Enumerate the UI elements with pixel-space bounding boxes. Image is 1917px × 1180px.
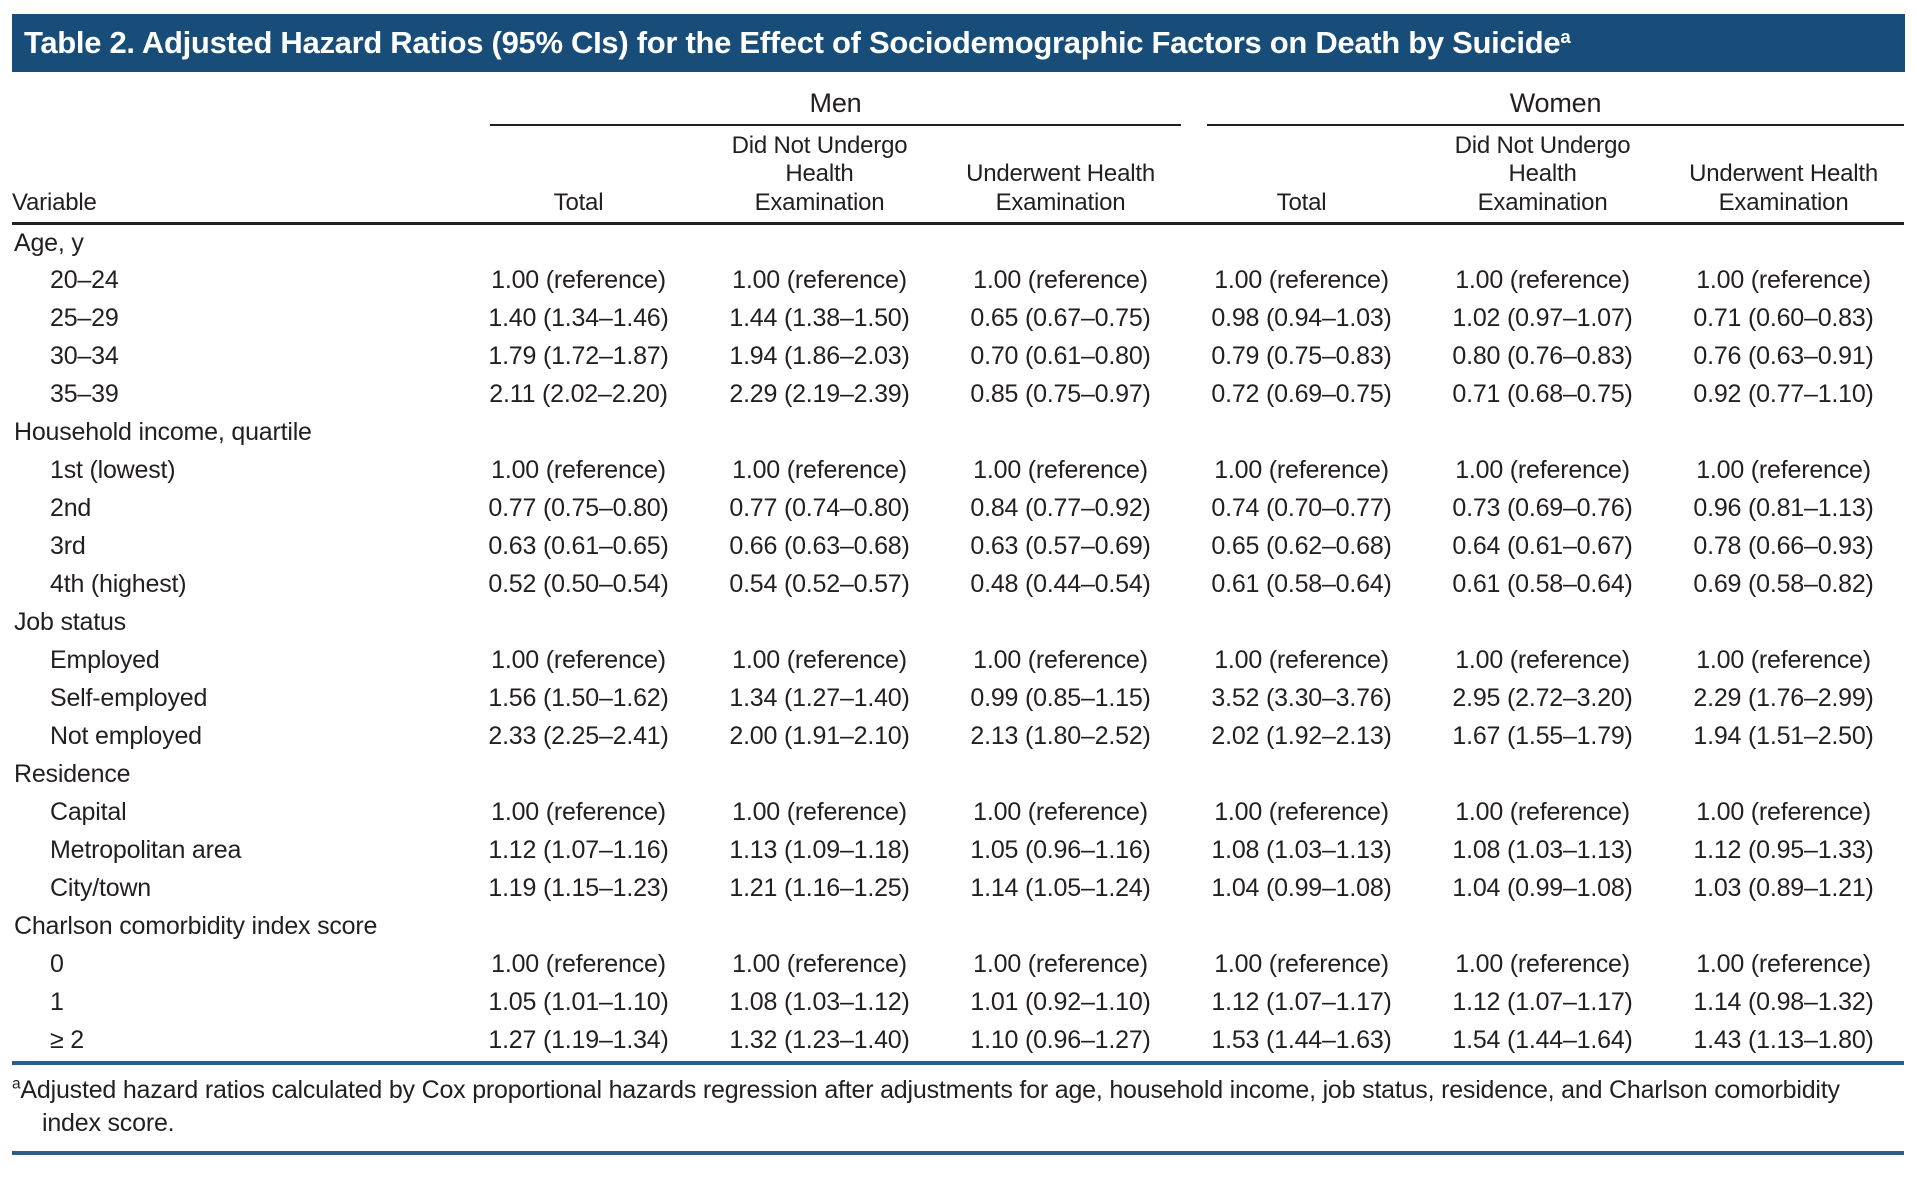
column-header-row — [12, 126, 1904, 223]
hazard-ratio-cell: 1.01 (0.92–1.10) — [970, 987, 1151, 1016]
women-total-column-header: Total — [1181, 126, 1422, 223]
men-total-column-header: Total — [458, 126, 699, 223]
hazard-ratio-cell: 1.00 (reference) — [732, 797, 907, 826]
women-no-exam-column-header: Did Not Undergo Health Examination — [1422, 126, 1663, 223]
hazard-ratio-cell: 1.12 (1.07–1.17) — [1452, 987, 1633, 1016]
hazard-ratio-cell: 0.71 (0.68–0.75) — [1452, 379, 1633, 408]
hazard-ratio-cell: 2.95 (2.72–3.20) — [1452, 683, 1633, 712]
table-row — [12, 945, 1904, 983]
hazard-ratio-cell: 2.00 (1.91–2.10) — [729, 721, 910, 750]
table-row — [12, 261, 1904, 299]
table-row — [12, 337, 1904, 375]
hazard-ratio-cell: 0.54 (0.52–0.57) — [729, 569, 910, 598]
hazard-ratio-cell: 0.65 (0.62–0.68) — [1211, 531, 1392, 560]
row-label: 1 — [50, 987, 64, 1016]
row-label: 30–34 — [50, 341, 119, 370]
row-label: City/town — [50, 873, 152, 902]
men-exam-column-header: Underwent Health Examination — [940, 126, 1181, 223]
row-label: 20–24 — [50, 265, 119, 294]
hazard-ratio-cell: 1.00 (reference) — [732, 455, 907, 484]
women-exam-column-header: Underwent Health Examination — [1663, 126, 1904, 223]
women-group-header: Women — [1207, 88, 1904, 126]
section-header-row — [12, 603, 1904, 641]
hazard-ratio-cell: 1.43 (1.13–1.80) — [1693, 1025, 1874, 1054]
hazard-ratio-cell: 1.04 (0.99–1.08) — [1211, 873, 1392, 902]
table-row — [12, 983, 1904, 1021]
hazard-ratio-cell: 1.00 (reference) — [1455, 797, 1630, 826]
hazard-ratio-cell: 1.19 (1.15–1.23) — [488, 873, 669, 902]
table-footnote — [12, 1074, 1904, 1139]
hazard-ratio-cell: 0.84 (0.77–0.92) — [970, 493, 1151, 522]
table-body — [12, 223, 1904, 1059]
hazard-ratio-cell: 1.10 (0.96–1.27) — [970, 1025, 1151, 1054]
section-label: Age, y — [14, 228, 84, 257]
table-row — [12, 679, 1904, 717]
hazard-ratio-cell: 1.44 (1.38–1.50) — [729, 303, 910, 332]
hazard-ratio-cell: 1.00 (reference) — [491, 797, 666, 826]
hazard-ratio-cell: 2.29 (1.76–2.99) — [1693, 683, 1874, 712]
men-group-header: Men — [490, 88, 1181, 126]
hazard-ratio-cell: 0.63 (0.57–0.69) — [970, 531, 1151, 560]
hazard-ratio-cell: 0.70 (0.61–0.80) — [970, 341, 1151, 370]
table-row — [12, 375, 1904, 413]
section-header-row — [12, 907, 1904, 945]
table-title: Table 2. Adjusted Hazard Ratios (95% CIs) for the Effect of Sociodemographic Factors on Death by Suicide — [24, 25, 1561, 60]
row-label: Not employed — [50, 721, 202, 750]
hazard-ratio-cell: 1.53 (1.44–1.63) — [1211, 1025, 1392, 1054]
hazard-ratio-cell: 1.34 (1.27–1.40) — [729, 683, 910, 712]
row-label: Employed — [50, 645, 160, 674]
hazard-ratio-cell: 1.94 (1.86–2.03) — [729, 341, 910, 370]
hazard-ratio-cell: 1.02 (0.97–1.07) — [1452, 303, 1633, 332]
hazard-ratio-cell: 1.00 (reference) — [491, 455, 666, 484]
hazard-ratio-cell: 1.04 (0.99–1.08) — [1452, 873, 1633, 902]
section-label: Household income, quartile — [14, 417, 312, 446]
hazard-ratio-cell: 1.00 (reference) — [1696, 265, 1871, 294]
hazard-ratio-cell: 3.52 (3.30–3.76) — [1211, 683, 1392, 712]
row-label: 2nd — [50, 493, 92, 522]
table-row — [12, 527, 1904, 565]
section-label: Residence — [14, 759, 131, 788]
hazard-ratio-cell: 2.13 (1.80–2.52) — [970, 721, 1151, 750]
row-label: 35–39 — [50, 379, 119, 408]
hazard-ratio-cell: 1.08 (1.03–1.12) — [729, 987, 910, 1016]
section-header-row — [12, 413, 1904, 451]
section-header-row — [12, 223, 1904, 261]
hazard-ratio-cell: 1.12 (1.07–1.16) — [488, 835, 669, 864]
row-label: ≥ 2 — [50, 1025, 84, 1054]
hazard-ratio-cell: 1.14 (1.05–1.24) — [970, 873, 1151, 902]
hazard-ratio-cell: 0.69 (0.58–0.82) — [1693, 569, 1874, 598]
table-bottom-rule — [12, 1061, 1904, 1065]
hazard-ratio-cell: 0.52 (0.50–0.54) — [488, 569, 669, 598]
table-row — [12, 793, 1904, 831]
hazard-ratio-cell: 0.98 (0.94–1.03) — [1211, 303, 1392, 332]
hazard-ratio-cell: 1.00 (reference) — [732, 645, 907, 674]
hazard-ratio-cell: 1.12 (0.95–1.33) — [1693, 835, 1874, 864]
hazard-ratio-cell: 1.00 (reference) — [1214, 455, 1389, 484]
hazard-ratios-table — [12, 84, 1904, 1059]
hazard-ratio-cell: 1.08 (1.03–1.13) — [1452, 835, 1633, 864]
hazard-ratio-cell: 1.94 (1.51–2.50) — [1693, 721, 1874, 750]
table-row — [12, 869, 1904, 907]
hazard-ratio-cell: 1.27 (1.19–1.34) — [488, 1025, 669, 1054]
hazard-ratio-cell: 1.54 (1.44–1.64) — [1452, 1025, 1633, 1054]
section-header-row — [12, 755, 1904, 793]
hazard-ratio-cell: 0.61 (0.58–0.64) — [1211, 569, 1392, 598]
hazard-ratio-cell: 2.29 (2.19–2.39) — [729, 379, 910, 408]
hazard-ratio-cell: 0.76 (0.63–0.91) — [1693, 341, 1874, 370]
footnote-marker: a — [12, 1076, 21, 1094]
hazard-ratio-cell: 1.05 (0.96–1.16) — [970, 835, 1151, 864]
hazard-ratio-cell: 1.00 (reference) — [973, 455, 1148, 484]
hazard-ratio-cell: 1.00 (reference) — [491, 949, 666, 978]
hazard-ratio-cell: 1.67 (1.55–1.79) — [1452, 721, 1633, 750]
men-no-exam-column-header: Did Not Undergo Health Examination — [699, 126, 940, 223]
hazard-ratio-cell: 1.14 (0.98–1.32) — [1693, 987, 1874, 1016]
hazard-ratio-cell: 0.73 (0.69–0.76) — [1452, 493, 1633, 522]
hazard-ratio-cell: 1.00 (reference) — [732, 949, 907, 978]
hazard-ratio-cell: 0.80 (0.76–0.83) — [1452, 341, 1633, 370]
hazard-ratio-cell: 0.71 (0.60–0.83) — [1693, 303, 1874, 332]
hazard-ratio-cell: 1.00 (reference) — [1455, 265, 1630, 294]
hazard-ratio-cell: 1.00 (reference) — [973, 797, 1148, 826]
hazard-ratio-cell: 1.00 (reference) — [1214, 265, 1389, 294]
hazard-ratio-cell: 0.48 (0.44–0.54) — [970, 569, 1151, 598]
hazard-ratio-cell: 1.00 (reference) — [973, 645, 1148, 674]
footnote-text: Adjusted hazard ratios calculated by Cox proportional hazards regression after adjustments for age, household income, job status, residence, and Charlson comorbidity index score. — [20, 1076, 1840, 1137]
hazard-ratio-cell: 1.00 (reference) — [491, 645, 666, 674]
hazard-ratio-cell: 1.00 (reference) — [732, 265, 907, 294]
hazard-ratio-cell: 1.56 (1.50–1.62) — [488, 683, 669, 712]
hazard-ratio-cell: 1.00 (reference) — [1214, 949, 1389, 978]
table-row — [12, 451, 1904, 489]
variable-column-header: Variable — [12, 126, 458, 223]
hazard-ratio-cell: 0.85 (0.75–0.97) — [970, 379, 1151, 408]
hazard-ratio-cell: 0.61 (0.58–0.64) — [1452, 569, 1633, 598]
hazard-ratio-cell: 1.13 (1.09–1.18) — [729, 835, 910, 864]
row-label: Self-employed — [50, 683, 208, 712]
hazard-ratio-cell: 1.00 (reference) — [1455, 949, 1630, 978]
row-label: 25–29 — [50, 303, 119, 332]
hazard-ratio-cell: 0.92 (0.77–1.10) — [1693, 379, 1874, 408]
hazard-ratio-cell: 1.00 (reference) — [1455, 645, 1630, 674]
men-group-header-cell — [458, 84, 1181, 126]
hazard-ratio-cell: 1.03 (0.89–1.21) — [1693, 873, 1874, 902]
hazard-ratio-cell: 1.00 (reference) — [1696, 949, 1871, 978]
table-row — [12, 641, 1904, 679]
women-group-header-cell — [1181, 84, 1904, 126]
hazard-ratio-cell: 0.65 (0.67–0.75) — [970, 303, 1151, 332]
hazard-ratio-cell: 2.02 (1.92–2.13) — [1211, 721, 1392, 750]
hazard-ratio-cell: 1.12 (1.07–1.17) — [1211, 987, 1392, 1016]
hazard-ratio-cell: 0.66 (0.63–0.68) — [729, 531, 910, 560]
hazard-ratio-cell: 0.72 (0.69–0.75) — [1211, 379, 1392, 408]
hazard-ratio-cell: 0.79 (0.75–0.83) — [1211, 341, 1392, 370]
hazard-ratio-cell: 1.40 (1.34–1.46) — [488, 303, 669, 332]
hazard-ratio-cell: 1.00 (reference) — [1214, 645, 1389, 674]
table-title-bar: Table 2. Adjusted Hazard Ratios (95% CIs) for the Effect of Sociodemographic Factors on Death by Suicide a — [12, 14, 1905, 72]
table-row — [12, 489, 1904, 527]
hazard-ratio-cell: 1.32 (1.23–1.40) — [729, 1025, 910, 1054]
hazard-ratio-cell: 1.00 (reference) — [1214, 797, 1389, 826]
hazard-ratio-cell: 1.00 (reference) — [973, 265, 1148, 294]
hazard-ratio-cell: 0.64 (0.61–0.67) — [1452, 531, 1633, 560]
row-label: 0 — [50, 949, 64, 978]
hazard-ratio-cell: 1.00 (reference) — [973, 949, 1148, 978]
table-row — [12, 831, 1904, 869]
table-row — [12, 1021, 1904, 1059]
hazard-ratio-cell: 1.00 (reference) — [1696, 645, 1871, 674]
hazard-ratio-cell: 0.74 (0.70–0.77) — [1211, 493, 1392, 522]
hazard-ratio-cell: 2.11 (2.02–2.20) — [489, 379, 668, 408]
hazard-ratio-cell: 1.79 (1.72–1.87) — [488, 341, 669, 370]
hazard-ratio-cell: 0.77 (0.75–0.80) — [488, 493, 669, 522]
hazard-ratio-cell: 1.08 (1.03–1.13) — [1211, 835, 1392, 864]
hazard-ratio-cell: 1.00 (reference) — [1455, 455, 1630, 484]
row-label: 3rd — [50, 531, 86, 560]
hazard-ratio-cell: 1.05 (1.01–1.10) — [488, 987, 669, 1016]
hazard-ratio-cell: 1.00 (reference) — [1696, 797, 1871, 826]
table-row — [12, 565, 1904, 603]
hazard-ratio-cell: 1.00 (reference) — [1696, 455, 1871, 484]
table-row — [12, 299, 1904, 337]
page-bottom-rule — [12, 1151, 1904, 1155]
hazard-ratio-cell: 1.00 (reference) — [491, 265, 666, 294]
row-label: 4th (highest) — [50, 569, 187, 598]
table-row — [12, 717, 1904, 755]
spanner-spacer — [12, 84, 458, 126]
hazard-ratio-cell: 0.63 (0.61–0.65) — [488, 531, 669, 560]
group-header-row — [12, 84, 1904, 126]
row-label: 1st (lowest) — [50, 455, 176, 484]
section-label: Charlson comorbidity index score — [14, 911, 378, 940]
hazard-ratio-cell: 1.21 (1.16–1.25) — [729, 873, 910, 902]
row-label: Capital — [50, 797, 127, 826]
row-label: Metropolitan area — [50, 835, 242, 864]
hazard-ratio-cell: 2.33 (2.25–2.41) — [488, 721, 669, 750]
hazard-ratio-cell: 0.77 (0.74–0.80) — [729, 493, 910, 522]
section-label: Job status — [14, 607, 126, 636]
hazard-ratio-cell: 0.99 (0.85–1.15) — [970, 683, 1151, 712]
hazard-ratio-cell: 0.96 (0.81–1.13) — [1693, 493, 1874, 522]
hazard-ratio-cell: 0.78 (0.66–0.93) — [1693, 531, 1874, 560]
